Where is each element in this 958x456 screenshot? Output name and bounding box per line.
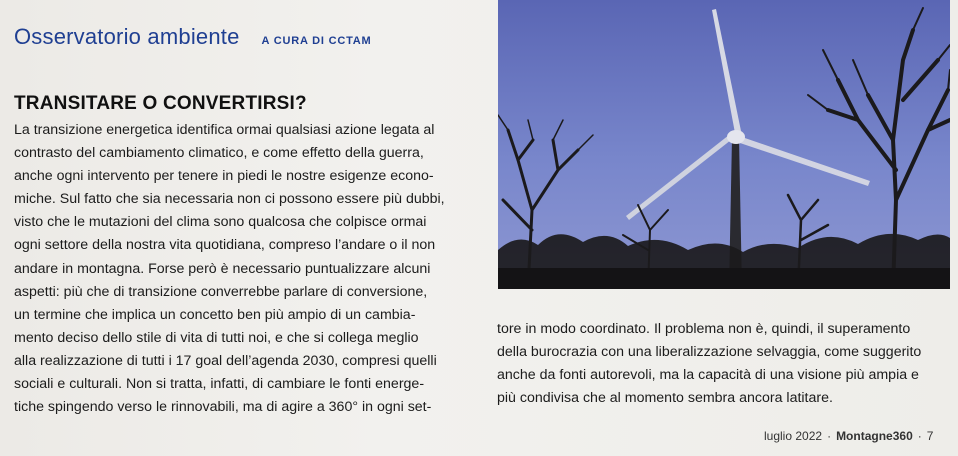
- text-line: più condivisa che al momento sembra ancora latitare.: [497, 390, 833, 407]
- section-credit: A CURA DI CCTAM: [261, 35, 372, 47]
- page-footer: [764, 429, 933, 443]
- text-line: anche da fonti autorevoli, ma la capacità di una visione più ampia e: [497, 367, 919, 384]
- section-title: Osservatorio ambiente: [14, 24, 240, 49]
- article-title: TRANSITARE O CONVERTIRSI?: [14, 93, 307, 114]
- text-line: contrasto del cambiamento climatico, e come effetto della guerra,: [14, 145, 424, 162]
- text-line: della burocrazia con una liberalizzazione selvaggia, come suggerito: [497, 344, 922, 361]
- turbine-hub: [727, 130, 745, 144]
- text-line: ogni settore della nostra vita quotidiana, compreso l’andare o il non: [14, 237, 436, 254]
- text-line: miche. Sul fatto che sia necessaria non ci possono essere più dubbi,: [14, 191, 445, 208]
- section-header: [14, 24, 372, 50]
- wind-turbine-illustration: [498, 0, 950, 289]
- text-line: La transizione energetica identifica ormai qualsiasi azione legata al: [14, 122, 435, 138]
- article-column-left: [14, 119, 476, 419]
- text-line: andare in montagna. Forse però è necessario puntualizzare alcuni: [14, 260, 431, 277]
- text-line: tore in modo coordinato. Il problema non è, quindi, il superamento: [497, 321, 911, 337]
- magazine-name: Montagne360: [836, 429, 913, 443]
- text-line: aspetti: più che di transizione converrebbe parlare di conversione,: [14, 283, 428, 300]
- text-line: tiche spingendo verso le rinnovabili, ma di agire a 360° in ogni set-: [14, 399, 432, 416]
- text-line: anche ogni intervento per tenere in piedi le nostre esigenze econo-: [14, 168, 434, 185]
- text-line: un termine che implica un concetto ben più ampio di un cambia-: [14, 306, 416, 323]
- issue-date: luglio 2022: [764, 429, 823, 443]
- text-line: alla realizzazione di tutti i 17 goal dell’agenda 2030, compresi quelli: [14, 352, 437, 369]
- page-number: 7: [926, 429, 934, 443]
- text-line: sociali e culturali. Non si tratta, infatti, di cambiare le fonti energe-: [14, 376, 425, 393]
- footer-separator: ·: [917, 429, 922, 443]
- footer-separator: ·: [827, 429, 832, 443]
- wind-turbine-photo: [498, 0, 950, 289]
- text-line: visto che le mutazioni del clima sono qualcosa che colpisce ormai: [14, 214, 427, 231]
- text-line: mento deciso dello stile di vita di tutti noi, e che si collega meglio: [14, 329, 419, 346]
- article-column-right: [497, 318, 957, 410]
